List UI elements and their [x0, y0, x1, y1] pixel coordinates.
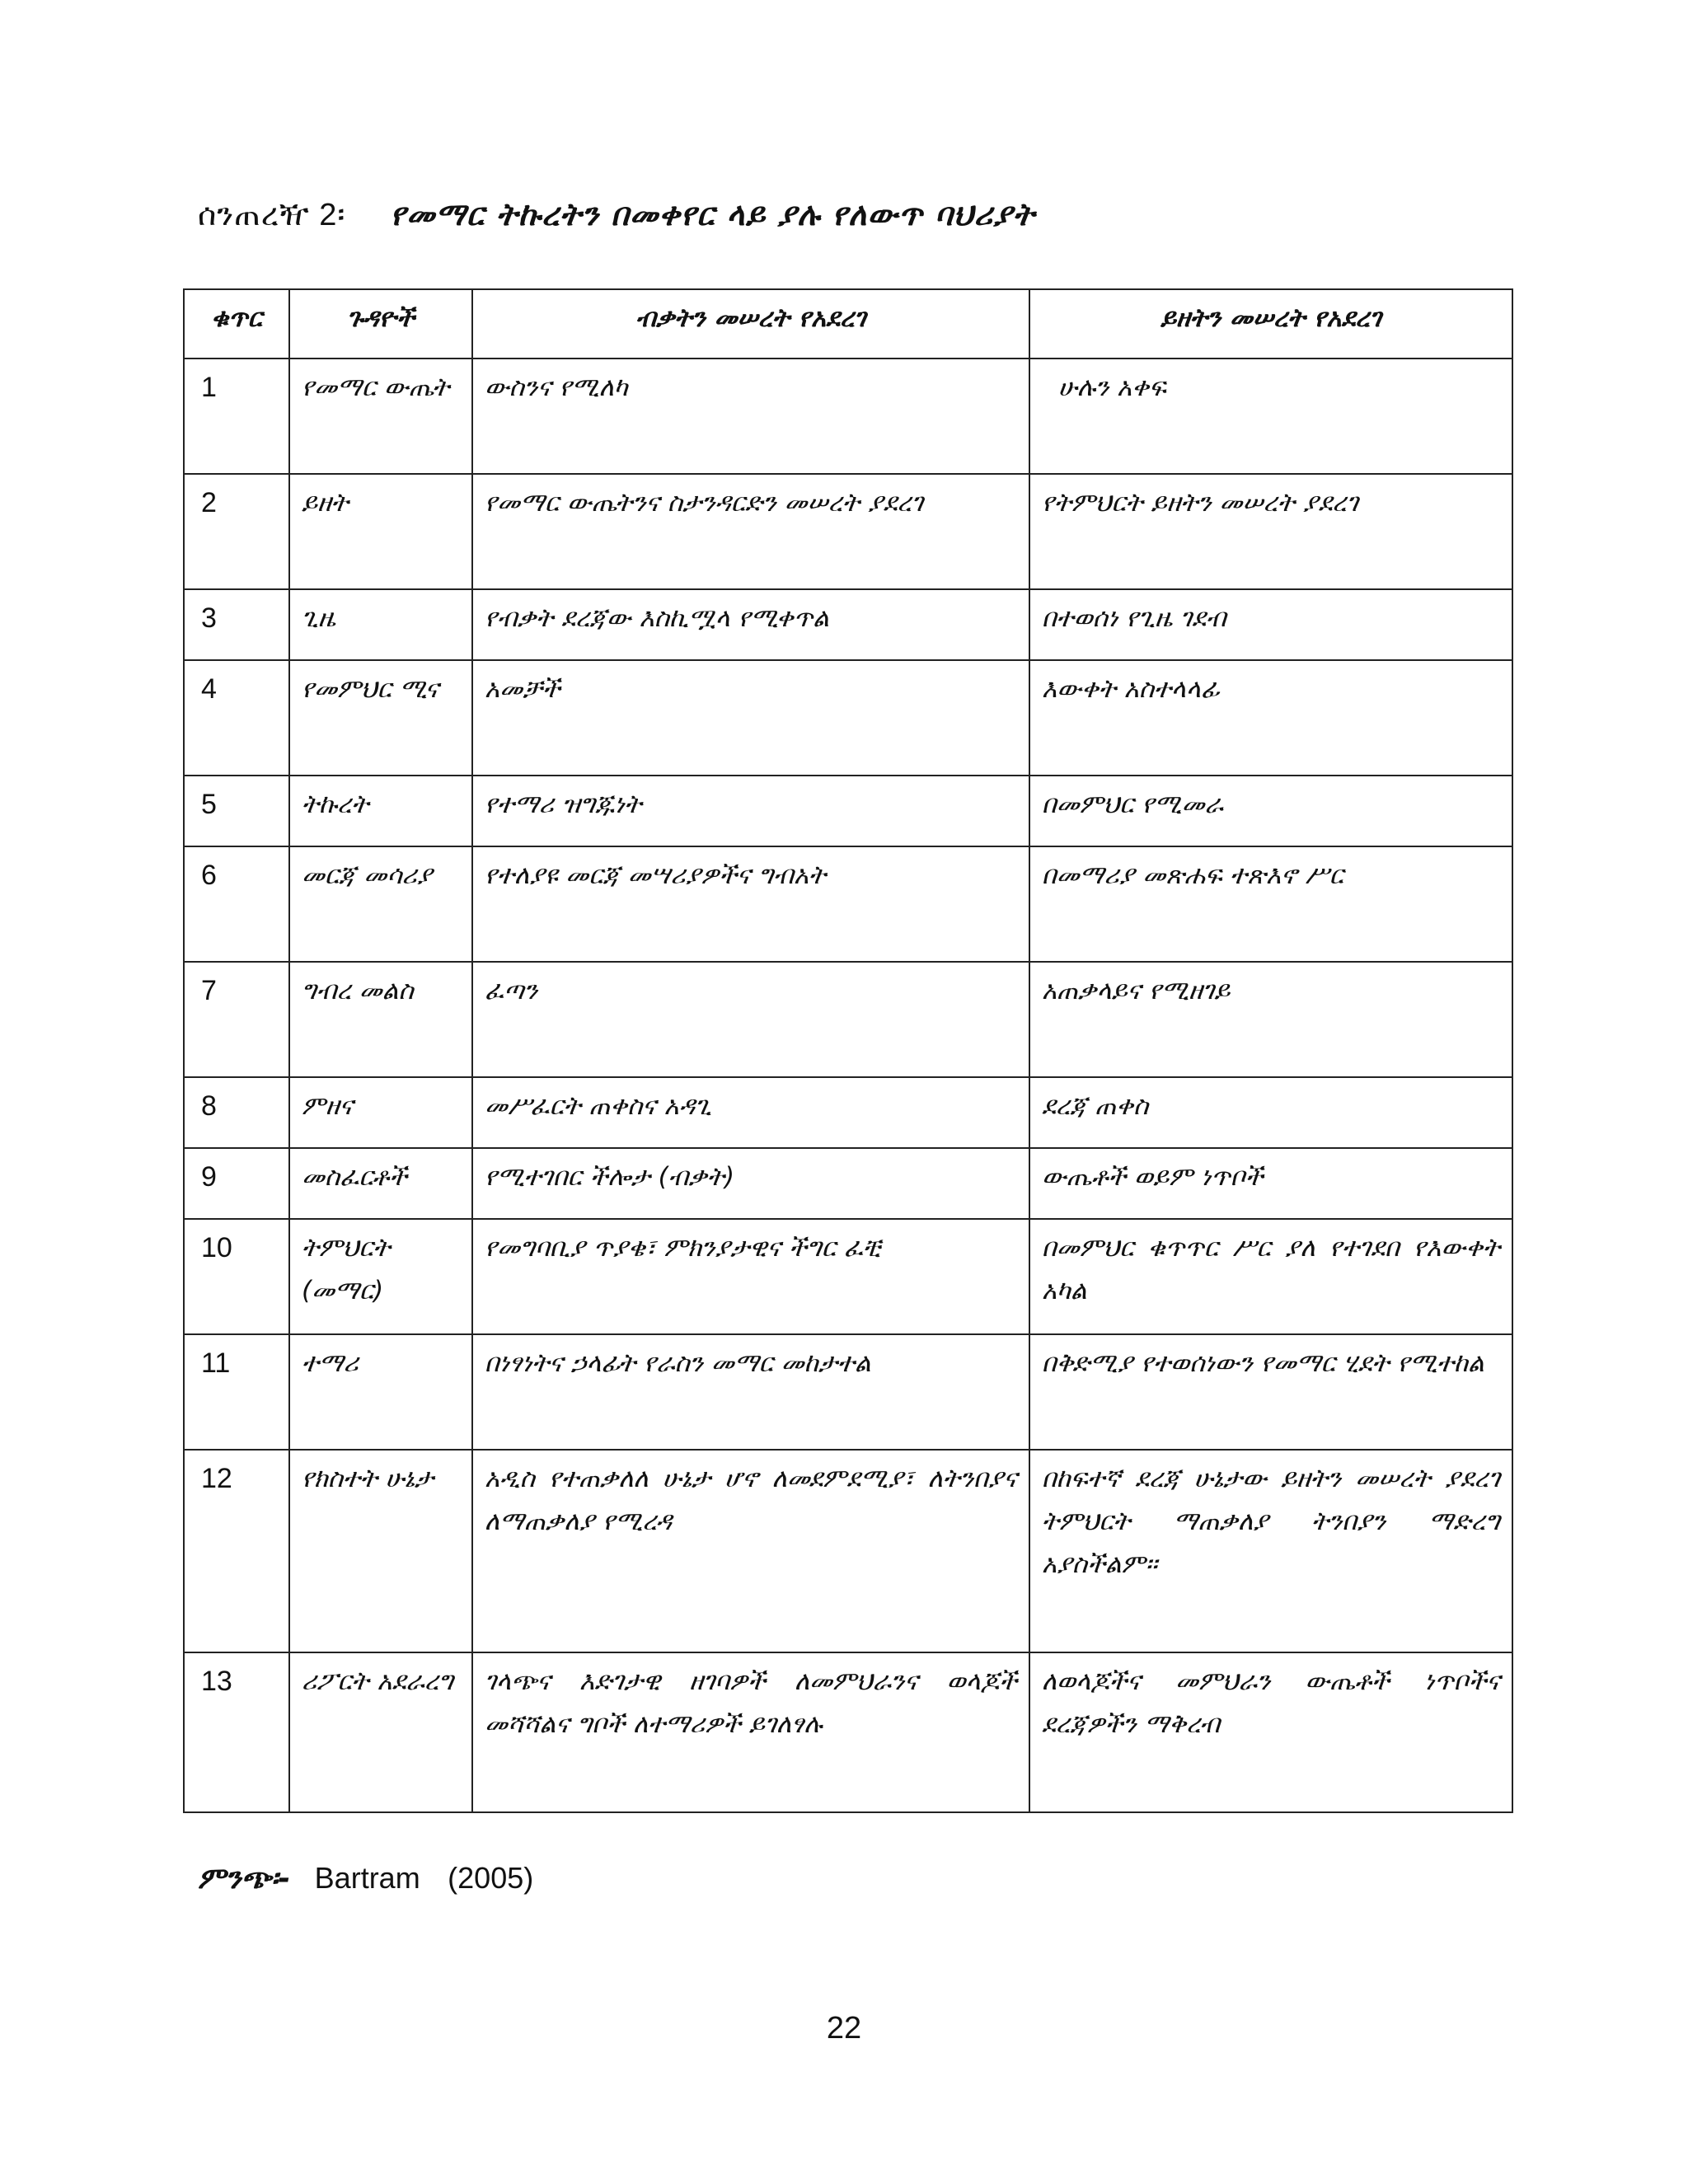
row-competency: መሥፈርት ጠቀስና አዳጊ — [472, 1077, 1029, 1148]
row-competency: ፈጣን — [472, 962, 1029, 1077]
row-issue: ምዘና — [289, 1077, 472, 1148]
row-competency: በነፃነትና ኃላፊት የራስን መማር መከታተል — [472, 1334, 1029, 1450]
table-caption — [198, 196, 1035, 233]
row-content: ለወላጆችና መምህራን ውጤቶች ነጥቦችና ደረጃዎችን ማቅረብ — [1029, 1652, 1512, 1812]
row-issue: መርጃ መሳሪያ — [289, 846, 472, 962]
table-row — [184, 846, 1512, 962]
row-content: አጠቃላይና የሚዘገይ — [1029, 962, 1512, 1077]
source-citation — [198, 1861, 533, 1896]
row-content: ደረጃ ጠቀስ — [1029, 1077, 1512, 1148]
row-number: 2 — [184, 474, 289, 589]
table-row — [184, 589, 1512, 660]
row-issue: የመማር ውጤት — [289, 359, 472, 474]
table-row — [184, 776, 1512, 846]
row-number: 1 — [184, 359, 289, 474]
row-issue: ትምህርት (መማር) — [289, 1219, 472, 1334]
row-content: ውጤቶች ወይም ነጥቦች — [1029, 1148, 1512, 1219]
row-number: 4 — [184, 660, 289, 776]
row-issue: የመምህር ሚና — [289, 660, 472, 776]
table-row — [184, 1450, 1512, 1652]
row-competency: አዲስ የተጠቃለለ ሁኔታ ሆኖ ለመደምደሚያ፣ ለትንበያና ለማጠቃለያ የሚረዳ — [472, 1450, 1029, 1652]
table-row — [184, 1077, 1512, 1148]
row-issue: ሪፖርት አደራረግ — [289, 1652, 472, 1812]
source-author: Bartram — [314, 1861, 420, 1895]
row-number: 9 — [184, 1148, 289, 1219]
table-row — [184, 1148, 1512, 1219]
row-content: በመምህር ቁጥጥር ሥር ያለ የተገደበ የእውቀት አካል — [1029, 1219, 1512, 1334]
row-number: 6 — [184, 846, 289, 962]
row-issue: ጊዜ — [289, 589, 472, 660]
row-competency: የመግባቢያ ጥያቄ፣ ምክንያታዊና ችግር ፈቺ — [472, 1219, 1029, 1334]
source-label: ምንጭ፡- — [198, 1862, 291, 1896]
row-number: 12 — [184, 1450, 289, 1652]
comparison-table — [183, 288, 1513, 1813]
row-number: 11 — [184, 1334, 289, 1450]
row-content: የትምህርት ይዘትን መሠረት ያደረገ — [1029, 474, 1512, 589]
row-competency: የተለያዩ መርጃ መሣሪያዎችና ግብአት — [472, 846, 1029, 962]
row-number: 13 — [184, 1652, 289, 1812]
row-competency: ውስንና የሚለካ — [472, 359, 1029, 474]
header-content-based: ይዘትን መሠረት የአደረገ — [1029, 289, 1512, 359]
header-issues: ጉዳዮች — [289, 289, 472, 359]
row-issue: ተማሪ — [289, 1334, 472, 1450]
caption-title: የመማር ትኩረትን በመቀየር ላይ ያሉ የለውጥ ባህሪያት — [390, 196, 1035, 232]
row-content: ሁሉን አቀፍ — [1029, 359, 1512, 474]
row-content: እውቀት አስተላላፊ — [1029, 660, 1512, 776]
row-number: 10 — [184, 1219, 289, 1334]
row-number: 5 — [184, 776, 289, 846]
row-issue: ግብረ መልስ — [289, 962, 472, 1077]
table-row — [184, 1652, 1512, 1812]
row-competency: የብቃት ደረጃው እስኪሟላ የሚቀጥል — [472, 589, 1029, 660]
row-issue: መስፈርቶች — [289, 1148, 472, 1219]
table-row — [184, 474, 1512, 589]
row-content: በተወሰነ የጊዜ ገደብ — [1029, 589, 1512, 660]
row-number: 8 — [184, 1077, 289, 1148]
row-content: በከፍተኛ ደረጃ ሁኔታው ይዘትን መሠረት ያደረገ ትምህርት ማጠቃለያ ትንበያን ማድረግ አያስችልም፡፡ — [1029, 1450, 1512, 1652]
row-issue: ይዘት — [289, 474, 472, 589]
table-row — [184, 359, 1512, 474]
source-year: (2005) — [448, 1861, 534, 1895]
caption-number: ሰንጠረዥ 2፡ — [198, 198, 346, 232]
table-row — [184, 962, 1512, 1077]
table-row — [184, 1219, 1512, 1334]
row-competency: የሚተገበር ችሎታ (ብቃት) — [472, 1148, 1029, 1219]
row-competency: የመማር ውጤትንና ስታንዳርድን መሠረት ያደረገ — [472, 474, 1029, 589]
row-number: 7 — [184, 962, 289, 1077]
table-row — [184, 660, 1512, 776]
row-content: በመማሪያ መጽሐፍ ተጽእኖ ሥር — [1029, 846, 1512, 962]
row-competency: ገላጭና እድገታዊ ዘገባዎች ለመምህራንና ወላጆች መሻሻልና ግቦች ለተማሪዎች ይገለፃሉ — [472, 1652, 1029, 1812]
table-row — [184, 1334, 1512, 1450]
table-header-row — [184, 289, 1512, 359]
header-number: ቁጥር — [184, 289, 289, 359]
header-competency-based: ብቃትን መሠረት የአደረገ — [472, 289, 1029, 359]
row-competency: የተማሪ ዝግጁነት — [472, 776, 1029, 846]
page-number: 22 — [826, 2011, 862, 2046]
row-number: 3 — [184, 589, 289, 660]
row-content: በቅድሚያ የተወሰነውን የመማር ሂደት የሚተከል — [1029, 1334, 1512, 1450]
row-competency: አመቻች — [472, 660, 1029, 776]
row-issue: ትኩረት — [289, 776, 472, 846]
row-content: በመምህር የሚመራ — [1029, 776, 1512, 846]
row-issue: የክስተት ሁኔታ — [289, 1450, 472, 1652]
